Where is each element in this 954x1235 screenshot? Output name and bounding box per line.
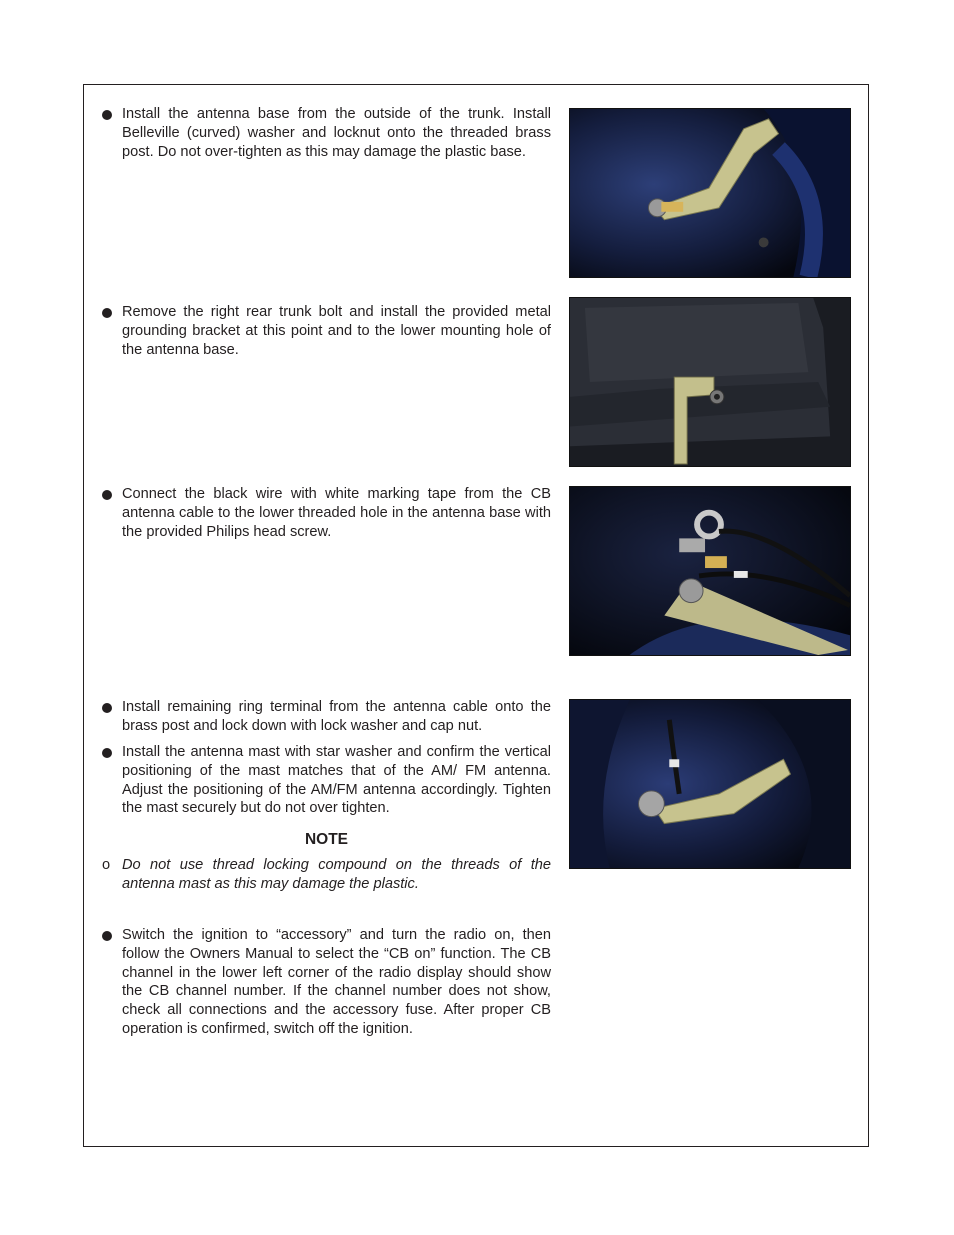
photo-grounding-bracket — [569, 297, 851, 467]
bullet-icon — [102, 748, 112, 758]
step-text: Switch the ignition to “accessory” and turn the radio on, then follow the Owners Manual to select the “CB on” function. The CB channel in the lower left corner of the radio display should show the CB channel number. If the channel number does not show, check all connections and the accessory fuse. After proper CB operation is confirmed, switch off the ignition. — [122, 927, 551, 1037]
step-text: Connect the black wire with white marking tape from the CB antenna cable to the lower threaded hole in the antenna base with the provided Philips head screw. — [122, 486, 551, 540]
photo-ground-wire — [569, 486, 851, 656]
step-2 — [102, 303, 551, 359]
note-marker: o — [102, 857, 111, 873]
step-6 — [102, 926, 551, 1039]
photo-antenna-base — [569, 108, 851, 278]
step-text: Install remaining ring terminal from the antenna cable onto the brass post and lock down with lock washer and cap nut. — [122, 699, 551, 734]
note-item — [102, 856, 551, 894]
note-heading: NOTE — [304, 831, 349, 848]
bullet-icon — [102, 490, 112, 500]
bullet-icon — [102, 703, 112, 713]
note-text: Do not use thread locking compound on the threads of the antenna mast as this may damage the plastic. — [122, 857, 551, 892]
step-3 — [102, 485, 551, 541]
step-5 — [102, 743, 551, 818]
bullet-icon — [102, 110, 112, 120]
bullet-icon — [102, 931, 112, 941]
step-1 — [102, 105, 551, 161]
step-text: Install the antenna base from the outside of the trunk. Install Belleville (curved) washer and locknut onto the threaded brass post. Do not over-tighten as this may damage the plastic base. — [122, 106, 551, 160]
photo-antenna-mast — [569, 699, 851, 869]
step-text: Remove the right rear trunk bolt and install the provided metal grounding bracket at this point and to the lower mounting hole of the antenna base. — [122, 304, 551, 358]
step-text: Install the antenna mast with star washer and confirm the vertical positioning of the mast matches that of the AM/ FM antenna. Adjust the positioning of the AM/FM antenna accordingly. Tighten the mast securely but do not over tighten. — [122, 744, 551, 817]
bullet-icon — [102, 308, 112, 318]
step-4 — [102, 698, 551, 736]
